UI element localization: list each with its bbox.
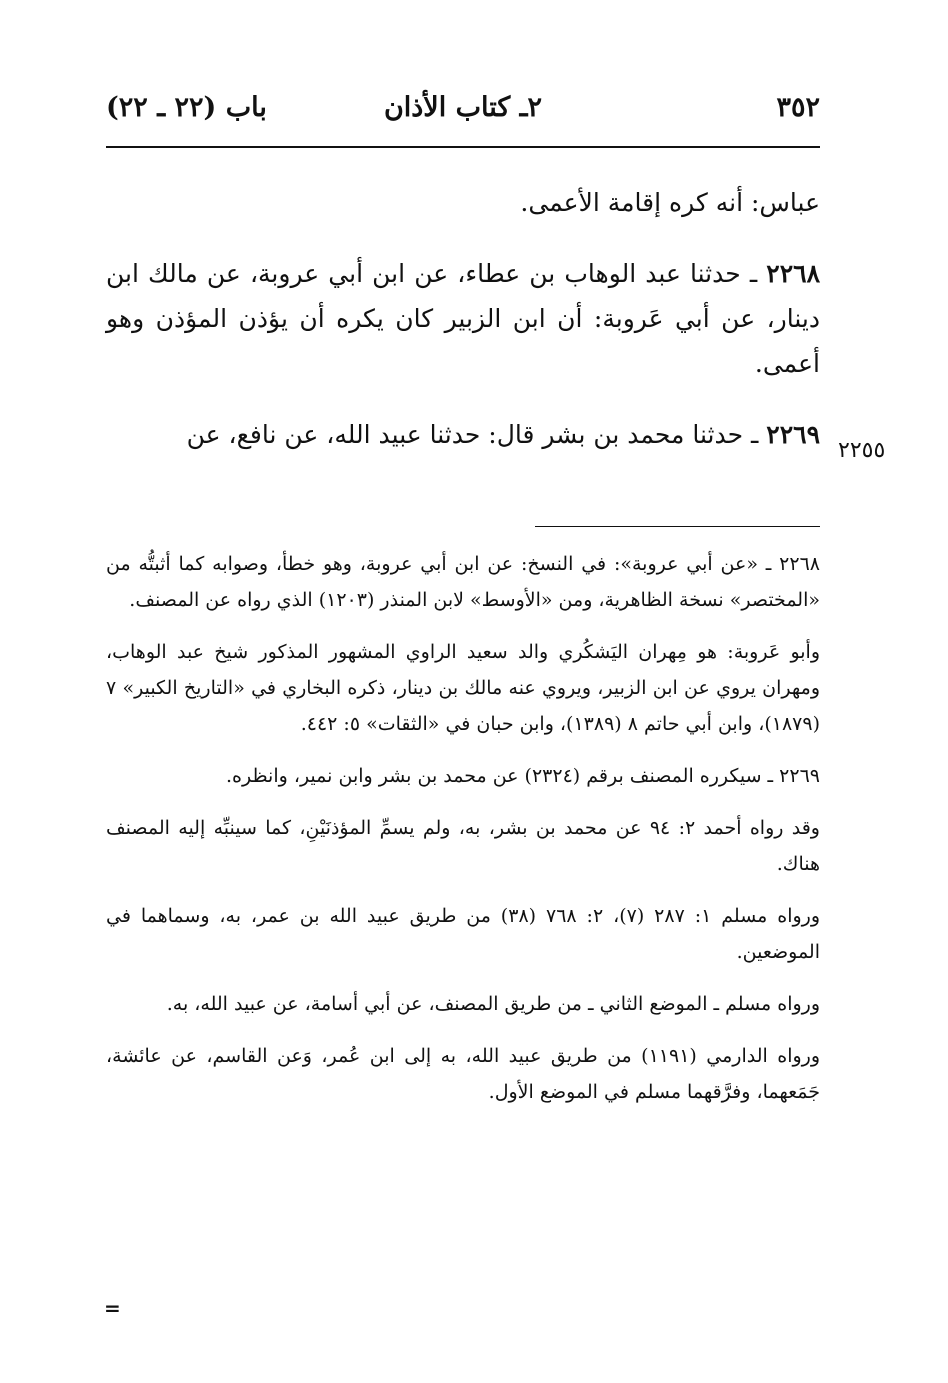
continuation-mark: =	[104, 1296, 121, 1320]
hadith-number: ٢٢٦٨	[766, 259, 820, 288]
footnote-paragraph: وقد رواه أحمد ٢: ٩٤ عن محمد بن بشر، به، ولم يسمِّ المؤذنَيْنِ، كما سينبِّه إليه المصنف هناك.	[106, 817, 820, 875]
footnote-paragraph: ٢٢٦٩ ـ سيكرره المصنف برقم (٢٣٢٤) عن محمد بن بشر وابن نمير، وانظره.	[225, 765, 820, 787]
bab-reference: باب (٢٢ ـ ٢٢)	[106, 92, 267, 123]
hadith-2268	[106, 251, 820, 386]
footnote-paragraph: ورواه مسلم ١: ٢٨٧ (٧)، ٢: ٧٦٨ (٣٨) من طريق عبيد الله بن عمر، به، وسماهما في الموضعين.	[106, 905, 820, 963]
footnote-paragraph: ٢٢٦٨ ـ «عن أبي عروبة»: في النسخ: عن ابن أبي عروبة، وهو خطأ، وصوابه كما أثبتُّه من «المختصر» نسخة الظاهرية، ومن «الأوسط» لابن المنذر (١٢٠٣) الذي رواه عن المصنف.	[106, 553, 820, 611]
running-header	[106, 92, 820, 136]
footnote-paragraph: ورواه الدارمي (١١٩١) من طريق عبيد الله، به إلى ابن عُمر، وَعن القاسم، عن عائشة، جَمَعهما، وفرَّقهما مسلم في الموضع الأول.	[106, 1045, 820, 1103]
footnote-divider	[535, 526, 820, 527]
margin-hadith-number: ٢٢٥٥	[838, 438, 886, 463]
hadith-text: ـ حدثنا محمد بن بشر قال: حدثنا عبيد الله، عن نافع، عن	[186, 420, 767, 449]
hadith-2269	[106, 412, 820, 457]
footnote-paragraph: ورواه مسلم ـ الموضع الثاني ـ من طريق المصنف، عن أبي أسامة، عن عبيد الله، به.	[166, 993, 820, 1015]
continuation-text: عباس: أنه كره إقامة الأعمى.	[520, 188, 820, 217]
header-divider	[106, 146, 820, 148]
hadith-text: ـ حدثنا عبد الوهاب بن عطاء، عن ابن أبي عروبة، عن مالك ابن دينار، عن أبي عَروبة: أن ابن الزبير كان يكره أن يؤذن المؤذن وهو أعمى.	[106, 259, 820, 378]
page-number: ٣٥٢	[776, 92, 820, 123]
chapter-title: ٢ـ كتاب الأذان	[383, 92, 543, 123]
footnote-paragraph: وأبو عَروبة: هو مِهران اليَشكُري والد سعيد الراوي المشهور المذكور شيخ عبد الوهاب، ومهران يروي عن ابن الزبير، ويروي عنه مالك بن دينار، ذكره البخاري في «التاريخ الكبير» ٧ (١٨٧٩)، وابن أبي حاتم ٨ (١٣٨٩)، وابن حبان في «الثقات» ٥: ٤٤٢.	[106, 641, 820, 735]
footnotes	[106, 546, 820, 1126]
hadith-number: ٢٢٦٩	[766, 420, 820, 449]
main-text	[106, 180, 820, 457]
